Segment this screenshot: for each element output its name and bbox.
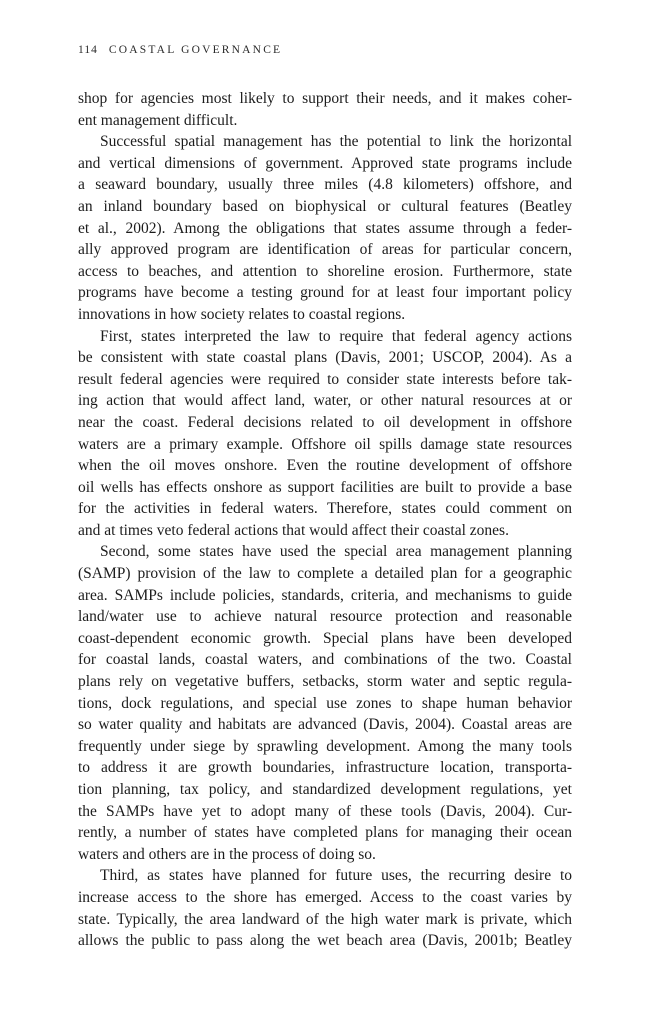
text-line: for the activities in federal waters. Therefore, states could comment on [78,500,572,518]
text-line: for coastal lands, coastal waters, and combinations of the two. Coastal [78,651,572,669]
running-head [78,44,282,56]
text-line: rently, a number of states have completed plans for managing their ocean [78,824,572,842]
text-line: tion planning, tax policy, and standardized development regulations, yet [78,781,572,798]
text-line: an inland boundary based on biophysical or cultural features (Beatley [78,197,572,215]
text-line: when the oil moves onshore. Even the routine development of offshore [78,457,572,475]
text-line: (SAMP) provision of the law to complete a detailed plan for a geographic [78,565,572,583]
body-text [78,88,572,952]
text-line: coast-dependent economic growth. Special plans have been developed [78,629,572,647]
text-line: near the coast. Federal decisions related to oil development in offshore [78,413,572,431]
text-line: access to beaches, and attention to shoreline erosion. Furthermore, state [78,262,572,280]
text-line: and at times veto federal actions that would affect their coastal zones. [78,521,509,539]
text-line: First, states interpreted the law to require that federal agency actions [100,327,572,345]
text-line: result federal agencies were required to consider state interests before tak- [78,370,572,388]
text-line: increase access to the shore has emerged. Access to the coast varies by [78,888,572,906]
text-line: shop for agencies most likely to support their needs, and it makes coher- [78,90,572,107]
text-line: plans rely on vegetative buffers, setbacks, storm water and septic regula- [78,673,572,691]
text-line: to address it are growth boundaries, infrastructure location, transporta- [78,759,572,777]
text-line: Second, some states have used the special area management planning [100,543,572,561]
text-line: ally approved program are identification of areas for particular concern, [78,241,572,259]
text-line: and vertical dimensions of government. Approved state programs include [78,154,572,172]
text-line: et al., 2002). Among the obligations that states assume through a feder- [78,219,572,237]
text-line: Successful spatial management has the potential to link the horizontal [100,133,572,151]
text-line: a seaward boundary, usually three miles (4.8 kilometers) offshore, and [78,176,572,194]
text-line: so water quality and habitats are advanced (Davis, 2004). Coastal areas are [78,716,572,734]
page-number: 114 [78,44,98,56]
text-line: tions, dock regulations, and special use zones to shape human behavior [78,694,572,712]
text-line: state. Typically, the area landward of the high water mark is private, which [78,910,572,928]
text-line: oil wells has effects onshore as support facilities are built to provide a base [78,478,572,496]
running-title: COASTAL GOVERNANCE [108,44,283,56]
text-line: be consistent with state coastal plans (Davis, 2001; USCOP, 2004). As a [78,349,572,367]
text-line: the SAMPs have yet to adopt many of these tools (Davis, 2004). Cur- [78,802,572,820]
text-line: waters and others are in the process of doing so. [78,845,376,863]
text-line: ing action that would affect land, water, or other natural resources at or [78,392,572,410]
text-line: ent management difficult. [78,111,238,129]
text-line: innovations in how society relates to coastal regions. [78,305,406,323]
text-line: allows the public to pass along the wet beach area (Davis, 2001b; Beatley [78,932,572,950]
text-line: Third, as states have planned for future uses, the recurring desire to [100,867,572,885]
text-line: waters are a primary example. Offshore oil spills damage state resources [78,435,572,453]
text-line: land/water use to achieve natural resource protection and reasonable [78,608,572,626]
text-line: frequently under siege by sprawling development. Among the many tools [78,737,572,755]
text-line: area. SAMPs include policies, standards, criteria, and mechanisms to guide [78,586,572,604]
text-line: programs have become a testing ground for at least four important policy [78,284,572,302]
